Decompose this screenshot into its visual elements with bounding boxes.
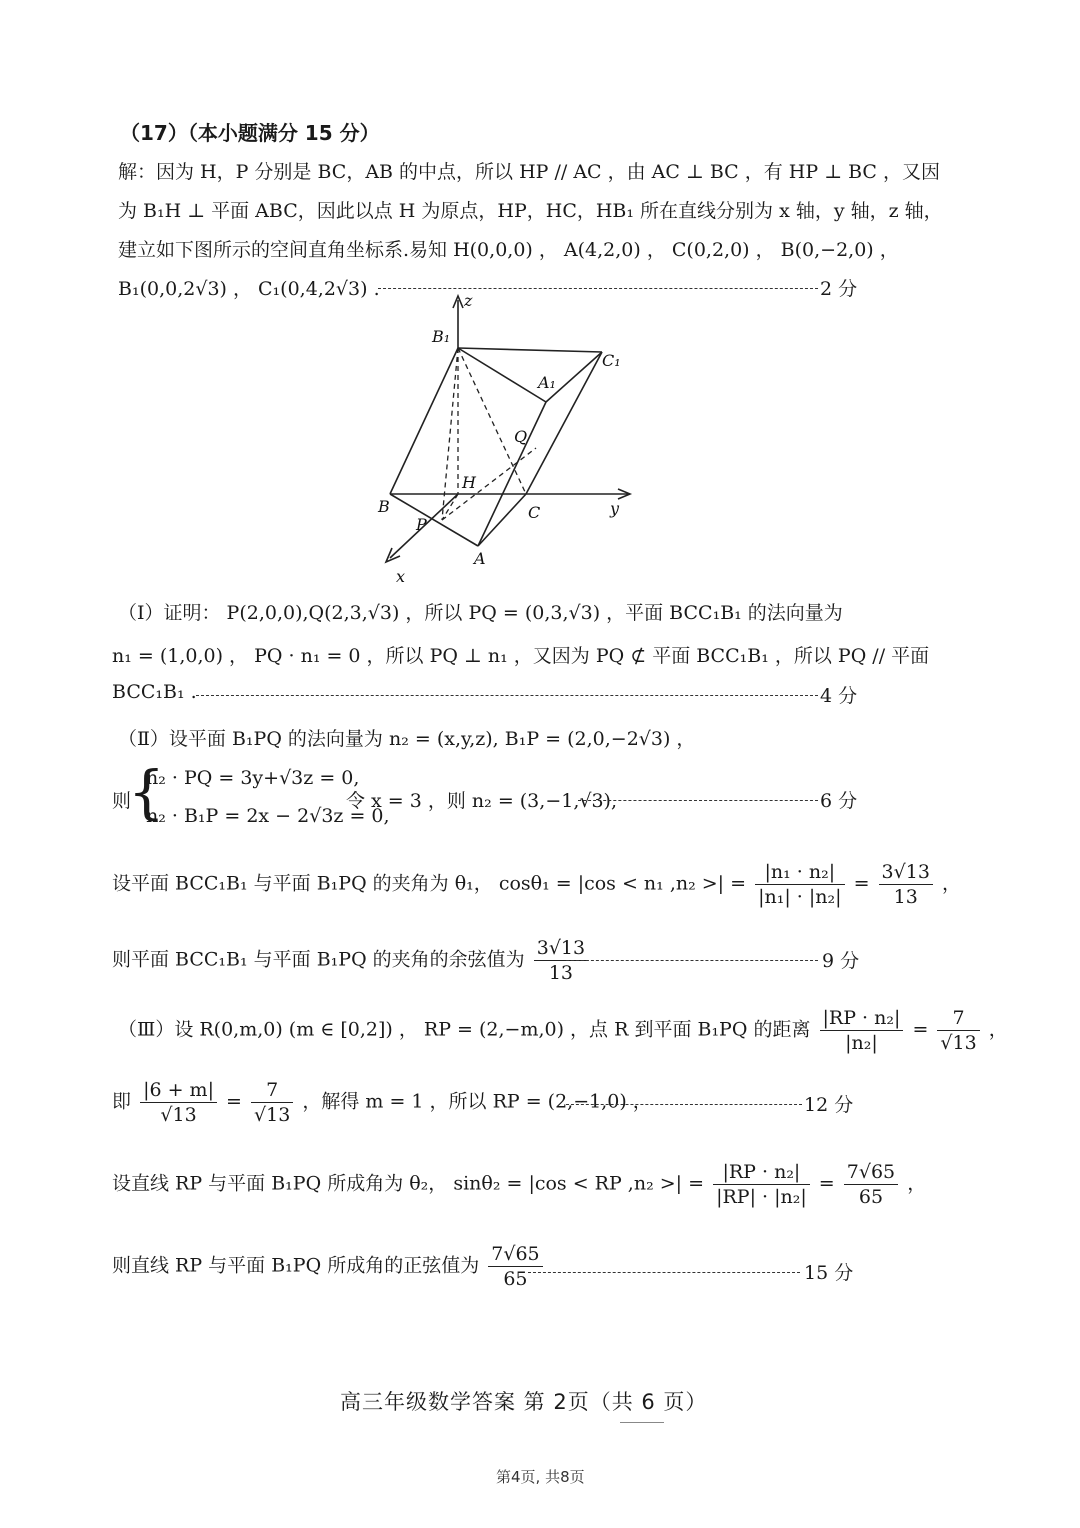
sin-value-numerator: 7√65 bbox=[844, 1160, 898, 1185]
cos-value-fraction bbox=[879, 860, 933, 909]
eq-left-denominator: √13 bbox=[160, 1104, 197, 1126]
score-leader-9 bbox=[566, 960, 818, 961]
score-leader-12 bbox=[566, 1104, 802, 1105]
part3-line1-text: （Ⅲ）设 R(0,m,0) (m ∈ [0,2]) ， RP = (2,−m,0) ，点 R 到平面 B₁PQ 的距离 bbox=[118, 1018, 811, 1041]
part3-prefix: 即 bbox=[112, 1090, 132, 1113]
label-Q: Q bbox=[514, 427, 528, 446]
sin-denominator: |RP| · |n₂| bbox=[716, 1186, 807, 1208]
sin-comma: ， bbox=[907, 1172, 927, 1195]
edge-B1B bbox=[390, 348, 458, 494]
setup-line-2: 为 B₁H ⊥ 平面 ABC，因此以点 H 为原点，HP，HC，HB₁ 所在直线分别为 x 轴，y 轴，z 轴， bbox=[118, 200, 943, 222]
cos-equals: = bbox=[853, 872, 870, 895]
prism-coordinate-figure bbox=[370, 288, 670, 588]
label-A: A bbox=[474, 549, 486, 568]
edge-B1C1 bbox=[458, 348, 602, 352]
part1-line-1: （Ⅰ）证明： P(2,0,0),Q(2,3,√3) ，所以 PQ = (0,3,√3) ，平面 BCC₁B₁ 的法向量为 bbox=[118, 602, 843, 624]
part2-prefix: 则 bbox=[112, 790, 132, 812]
part3-solve: ，解得 m = 1 ，所以 RP = (2,−1,0) ， bbox=[302, 1090, 652, 1113]
part3-concl-fraction bbox=[488, 1242, 542, 1291]
system-eq-1: n₂ · PQ = 3y+√3z = 0, bbox=[146, 767, 360, 789]
sin-fraction bbox=[713, 1160, 810, 1209]
setup-line-3: 建立如下图所示的空间直角坐标系.易知 H(0,0,0) ， A(4,2,0) ， C(0,2,0) ， B(0,−2,0) ， bbox=[118, 239, 899, 261]
eq-fraction-left bbox=[140, 1078, 217, 1127]
part2-concl-text: 则平面 BCC₁B₁ 与平面 B₁PQ 的夹角的余弦值为 bbox=[112, 948, 525, 971]
footer-rule bbox=[620, 1422, 664, 1423]
part2-concl-numerator: 3√13 bbox=[534, 936, 588, 961]
label-C1: C₁ bbox=[602, 351, 621, 370]
part3-conclusion bbox=[112, 1242, 546, 1291]
part2-cos-line bbox=[112, 860, 961, 909]
label-B: B bbox=[378, 497, 390, 516]
eq-fraction-right bbox=[251, 1078, 293, 1127]
part2-conclusion bbox=[112, 936, 591, 985]
system-brace: { bbox=[128, 758, 165, 826]
cos-fraction bbox=[755, 860, 844, 909]
dist-comma: ， bbox=[988, 1018, 1008, 1041]
problem-header: （17）（本小题满分 15 分） bbox=[120, 121, 380, 145]
part1-line-2: n₁ = (1,0,0) ， PQ · n₁ = 0 ，所以 PQ ⊥ n₁ ，又因为 PQ ⊄ 平面 BCC₁B₁ ，所以 PQ // 平面 bbox=[112, 645, 930, 667]
edge-AC bbox=[478, 494, 526, 546]
score-12: 12 分 bbox=[804, 1094, 854, 1116]
label-H: H bbox=[462, 473, 476, 492]
dist-numerator: |RP · n₂| bbox=[820, 1006, 904, 1031]
part3-line-2 bbox=[112, 1078, 652, 1127]
part2-concl-denominator: 13 bbox=[548, 962, 574, 984]
score-9: 9 分 bbox=[822, 950, 860, 972]
label-x: x bbox=[396, 567, 406, 586]
dist-value-fraction bbox=[937, 1006, 979, 1055]
score-6: 6 分 bbox=[820, 790, 858, 812]
label-C: C bbox=[528, 503, 541, 522]
sin-equals: = bbox=[818, 1172, 835, 1195]
label-P: P bbox=[416, 515, 427, 534]
part3-concl-text: 则直线 RP 与平面 B₁PQ 所成角的正弦值为 bbox=[112, 1254, 480, 1277]
sin-numerator: |RP · n₂| bbox=[713, 1160, 810, 1185]
sin-value-fraction bbox=[844, 1160, 898, 1209]
eq-equals: = bbox=[226, 1090, 242, 1113]
score-leader-4 bbox=[196, 695, 818, 696]
part1-line-3: BCC₁B₁ . bbox=[112, 681, 197, 703]
eq-left-numerator: |6 + m| bbox=[140, 1078, 217, 1103]
dist-value-denominator: √13 bbox=[940, 1032, 977, 1054]
footer-title: 高三年级数学答案 第 2页（共 6 页） bbox=[340, 1390, 708, 1414]
part3-line-1 bbox=[118, 1006, 1008, 1055]
label-A1: A₁ bbox=[538, 373, 556, 392]
sin-value-denominator: 65 bbox=[858, 1186, 884, 1208]
cos-comma: ， bbox=[941, 872, 961, 895]
label-y: y bbox=[610, 499, 620, 518]
part3-concl-denominator: 65 bbox=[503, 1268, 528, 1290]
score-2: 2 分 bbox=[820, 278, 858, 300]
score-leader-15 bbox=[528, 1272, 800, 1273]
part3-sin-line bbox=[112, 1160, 926, 1209]
setup-line-4: B₁(0,0,2√3) ， C₁(0,4,2√3) . bbox=[118, 278, 380, 300]
dist-equals: = bbox=[912, 1018, 929, 1041]
eq-right-denominator: √13 bbox=[254, 1104, 291, 1126]
dist-fraction bbox=[820, 1006, 904, 1055]
part2-solve: 令 x = 3 ，则 n₂ = (3,−1,√3), bbox=[346, 790, 618, 812]
sin-text: 设直线 RP 与平面 B₁PQ 所成角为 θ₂， sinθ₂ = |cos < RP ,n₂ >| = bbox=[112, 1172, 705, 1195]
edge-PQ-dashed bbox=[442, 448, 536, 520]
dist-value-numerator: 7 bbox=[937, 1006, 979, 1031]
system-eq-2: n₂ · B₁P = 2x − 2√3z = 0, bbox=[146, 805, 390, 827]
part3-concl-numerator: 7√65 bbox=[488, 1242, 542, 1267]
dist-denominator: |n₂| bbox=[845, 1032, 878, 1054]
label-z: z bbox=[464, 291, 473, 310]
part2-line-1: （Ⅱ）设平面 B₁PQ 的法向量为 n₂ = (x,y,z), B₁P = (2,0,−2√3) ， bbox=[118, 728, 696, 750]
cos-value-denominator: 13 bbox=[893, 886, 918, 908]
setup-line-1: 解：因为 H，P 分别是 BC，AB 的中点，所以 HP // AC ，由 AC ⊥ BC ，有 HP ⊥ BC ，又因 bbox=[118, 161, 940, 183]
cos-numerator: |n₁ · n₂| bbox=[755, 860, 844, 885]
cos-value-numerator: 3√13 bbox=[879, 860, 933, 885]
page-indicator: 第4页, 共8页 bbox=[496, 1468, 585, 1486]
eq-right-numerator: 7 bbox=[251, 1078, 293, 1103]
cos-text: 设平面 BCC₁B₁ 与平面 B₁PQ 的夹角为 θ₁， cosθ₁ = |cos < n₁ ,n₂ >| = bbox=[112, 872, 747, 895]
score-leader-6 bbox=[578, 800, 818, 801]
score-15: 15 分 bbox=[804, 1262, 854, 1284]
score-4: 4 分 bbox=[820, 685, 858, 707]
label-B1: B₁ bbox=[432, 327, 451, 346]
cos-denominator: |n₁| · |n₂| bbox=[758, 886, 842, 908]
